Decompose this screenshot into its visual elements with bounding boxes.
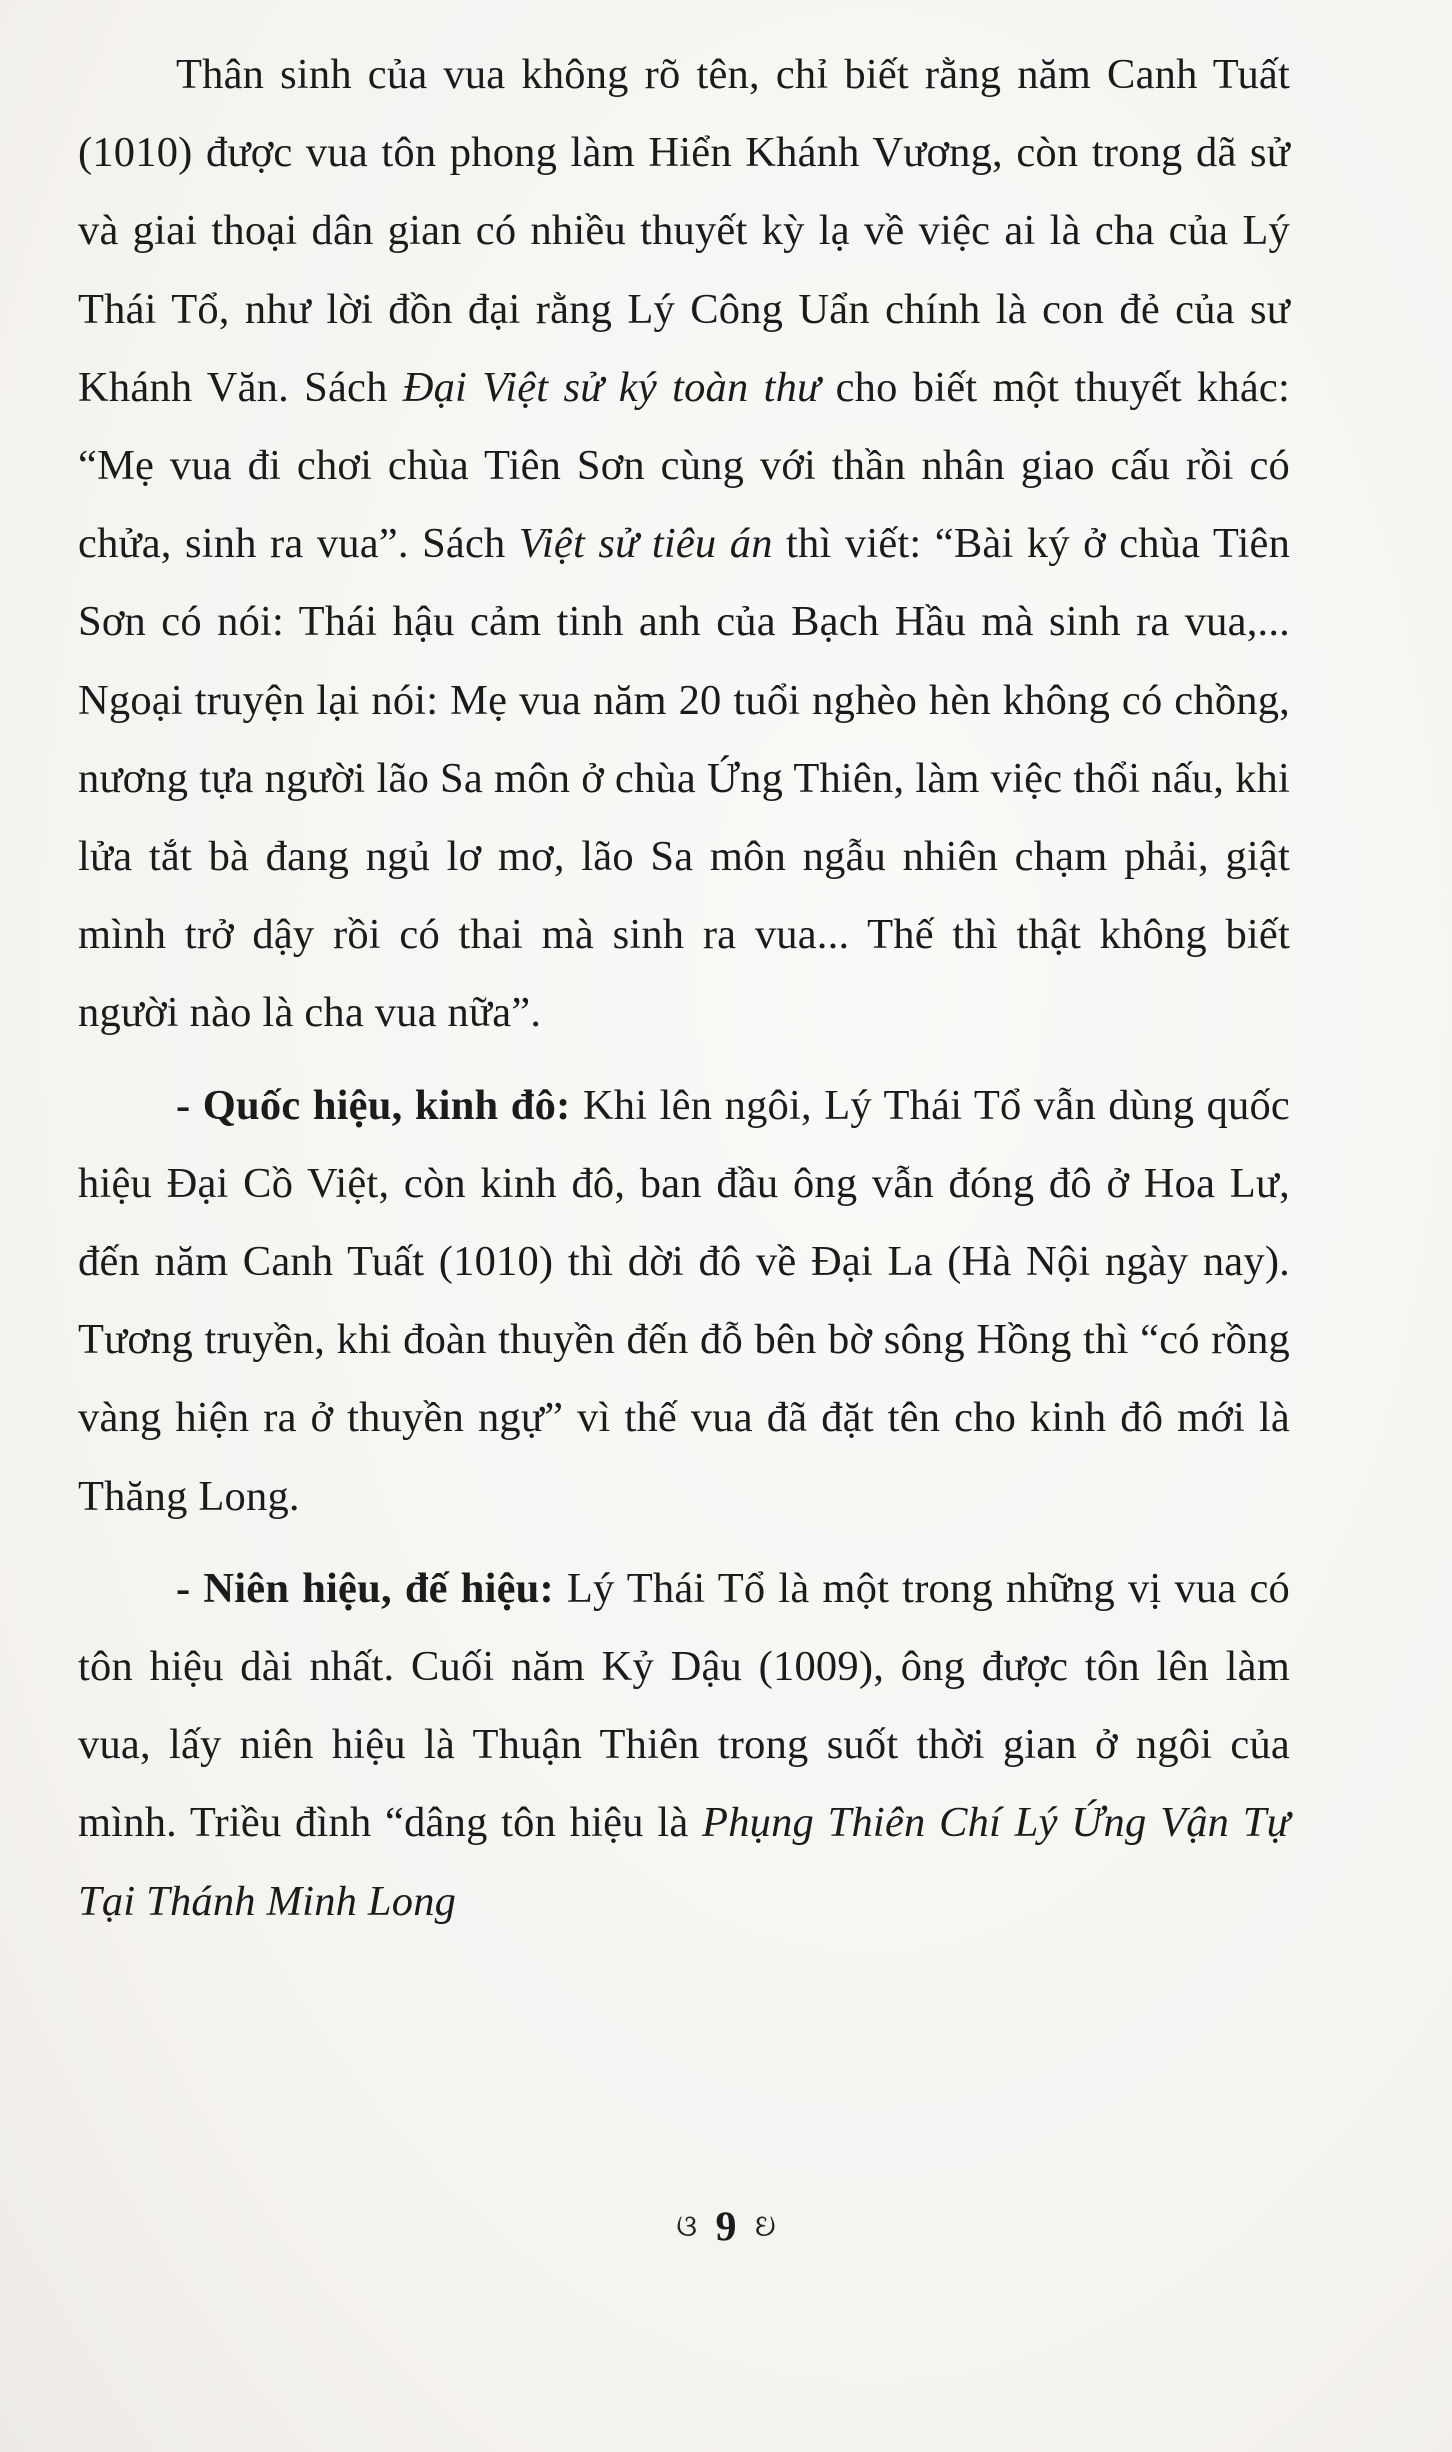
book-title-italic: Đại Việt sử ký toàn thư	[402, 363, 821, 411]
book-title-italic: Việt sử tiêu án	[518, 520, 773, 568]
bold-lead-in: - Niên hiệu, đế hiệu:	[176, 1564, 554, 1612]
left-ornament-icon: ଓ	[676, 2209, 697, 2245]
bold-lead-in: - Quốc hiệu, kinh đô:	[176, 1081, 571, 1129]
text-run: Thân sinh của vua không rõ tên, chỉ biết rằng năm Canh Tuất (1010) được vua tôn phong làm Hiển Khánh Vương, còn trong dã sử và giai thoại dân gian có nhiều thuyết kỳ lạ về việc ai là cha của Lý Thái Tổ, như lời đồn đại rằng Lý Công Uẩn chính là con đẻ của sư Khánh Văn. Sách	[78, 51, 1290, 411]
right-ornament-icon: ଓ	[755, 2209, 776, 2245]
page-number: 9	[715, 2204, 737, 2251]
text-run: Lý Thái Tổ là một trong những vị vua có tôn hiệu dài nhất. Cuối năm Kỷ Dậu (1009), ông được tôn lên làm vua, lấy niên hiệu là Thuận Thiên trong suốt thời gian ở ngôi của mình. Triều đình “dâng tôn hiệu là	[78, 1564, 1290, 1847]
paragraph-national-name-capital	[78, 1067, 1290, 1536]
text-run: thì viết: “Bài ký ở chùa Tiên Sơn có nói: Thái hậu cảm tinh anh của Bạch Hầu mà sinh ra vua,... Ngoại truyện lại nói: Mẹ vua năm 20 tuổi nghèo hèn không có chồng, nương tựa người lão Sa môn ở chùa Ứng Thiên, làm việc thổi nấu, khi lửa tắt bà đang ngủ lơ mơ, lão Sa môn ngẫu nhiên chạm phải, giật mình trở dậy rồi có thai mà sinh ra vua... Thế thì thật không biết người nào là cha vua nữa”.	[78, 520, 1291, 1037]
text-run: cho biết một thuyết khác: “Mẹ vua đi chơi chùa Tiên Sơn cùng với thần nhân giao cấu rồi có chửa, sinh ra vua”. Sách	[78, 363, 1290, 568]
page-footer	[0, 2196, 1452, 2255]
body-text	[78, 36, 1290, 1941]
text-run: Khi lên ngôi, Lý Thái Tổ vẫn dùng quốc hiệu Đại Cồ Việt, còn kinh đô, ban đầu ông vẫn đóng đô ở Hoa Lư, đến năm Canh Tuất (1010) thì dời đô về Đại La (Hà Nội ngày nay). Tương truyền, khi đoàn thuyền đến đỗ bên bờ sông Hồng thì “có rồng vàng hiện ra ở thuyền ngự” vì thế vua đã đặt tên cho kinh đô mới là Thăng Long.	[78, 1081, 1290, 1520]
paragraph-era-name-title	[78, 1550, 1290, 1941]
book-title-italic: Phụng Thiên Chí Lý Ứng Vận Tự Tại Thánh Minh Long	[78, 1799, 1290, 1925]
paragraph-ancestry	[78, 36, 1290, 1053]
